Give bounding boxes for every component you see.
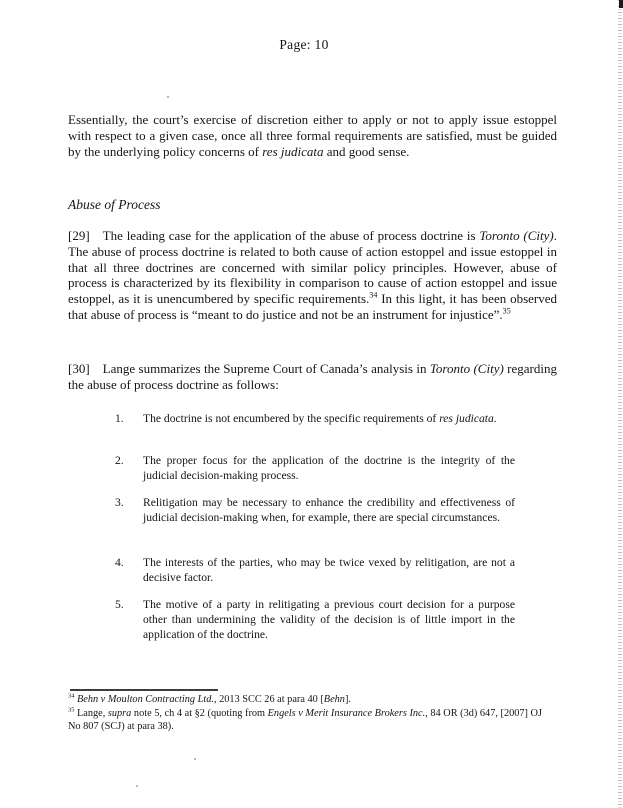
list-item-number: 4. — [115, 556, 124, 569]
footnotes-section — [68, 693, 542, 734]
scan-artifact-corner-mark — [619, 0, 623, 8]
scan-speck — [167, 96, 169, 98]
scan-speck — [136, 785, 138, 787]
list-item — [115, 453, 519, 483]
list-item — [115, 495, 519, 525]
list-item-text: The proper focus for the application of the doctrine is the integrity of the judicial decision-making process. — [143, 454, 515, 483]
scan-speck — [194, 758, 196, 760]
list-item-text: Relitigation may be necessary to enhance the credibility and effectiveness of judicial decision-making when, for example, there are special circumstances. — [143, 496, 515, 525]
list-item — [115, 555, 519, 585]
page-number-header: Page: 10 — [279, 37, 329, 52]
list-item-number: 5. — [115, 598, 124, 611]
section-heading-abuse-of-process: Abuse of Process — [68, 197, 161, 212]
list-item — [115, 411, 519, 426]
intro-paragraph: Essentially, the court’s exercise of discretion either to apply or not to apply issue estoppel with respect to a given case, once all three formal requirements are satisfied, must be guided by the underlying policy concerns of res judicata and good sense. — [68, 112, 557, 159]
footnote-34: $^{34}$ Behn v Moulton Contracting Ltd., 2013 SCC 26 at para 40 [Behn]. — [68, 692, 351, 705]
list-item-number: 3. — [115, 496, 124, 509]
list-item-text: The interests of the parties, who may be twice vexed by relitigation, are not a decisive factor. — [143, 556, 515, 585]
footnote-35: $^{35}$ Lange, supra note 5, ch 4 at §2 (quoting from Engels v Merit Insurance Brokers Inc., 84 OR (3d) 647, [2007] OJ No 807 (SCJ) at para 38). — [68, 706, 543, 733]
list-item-number: 2. — [115, 454, 124, 467]
list-item-text: The doctrine is not encumbered by the specific requirements of res judicata. — [143, 412, 497, 425]
list-item-number: 1. — [115, 412, 124, 425]
paragraph-30: [30] Lange summarizes the Supreme Court of Canada’s analysis in Toronto (City) regarding the abuse of process doctrine as follows: — [68, 361, 557, 392]
list-item — [115, 597, 519, 642]
paragraph-29: [29] The leading case for the application of the abuse of process doctrine is Toronto (City). The abuse of process doctrine is related to both cause of action estoppel and issue estoppel in that all three doctrines are concerned with similar policy principles. However, abuse of process is characterized by its flexibility in comparison to cause of action estoppel and issue estoppel, as it is unencumbered by specific requirements.$^{34}$ In this light, it has been observed that abuse of process is “meant to do justice and not be an instrument for injustice”.$^{35}$ — [68, 228, 557, 322]
footnote-separator-rule — [70, 689, 218, 691]
scan-artifact-right-edge — [618, 0, 622, 808]
list-item-text: The motive of a party in relitigating a previous court decision for a purpose other than undermining the validity of the decision is of little import in the application of the doctrine. — [143, 598, 515, 642]
